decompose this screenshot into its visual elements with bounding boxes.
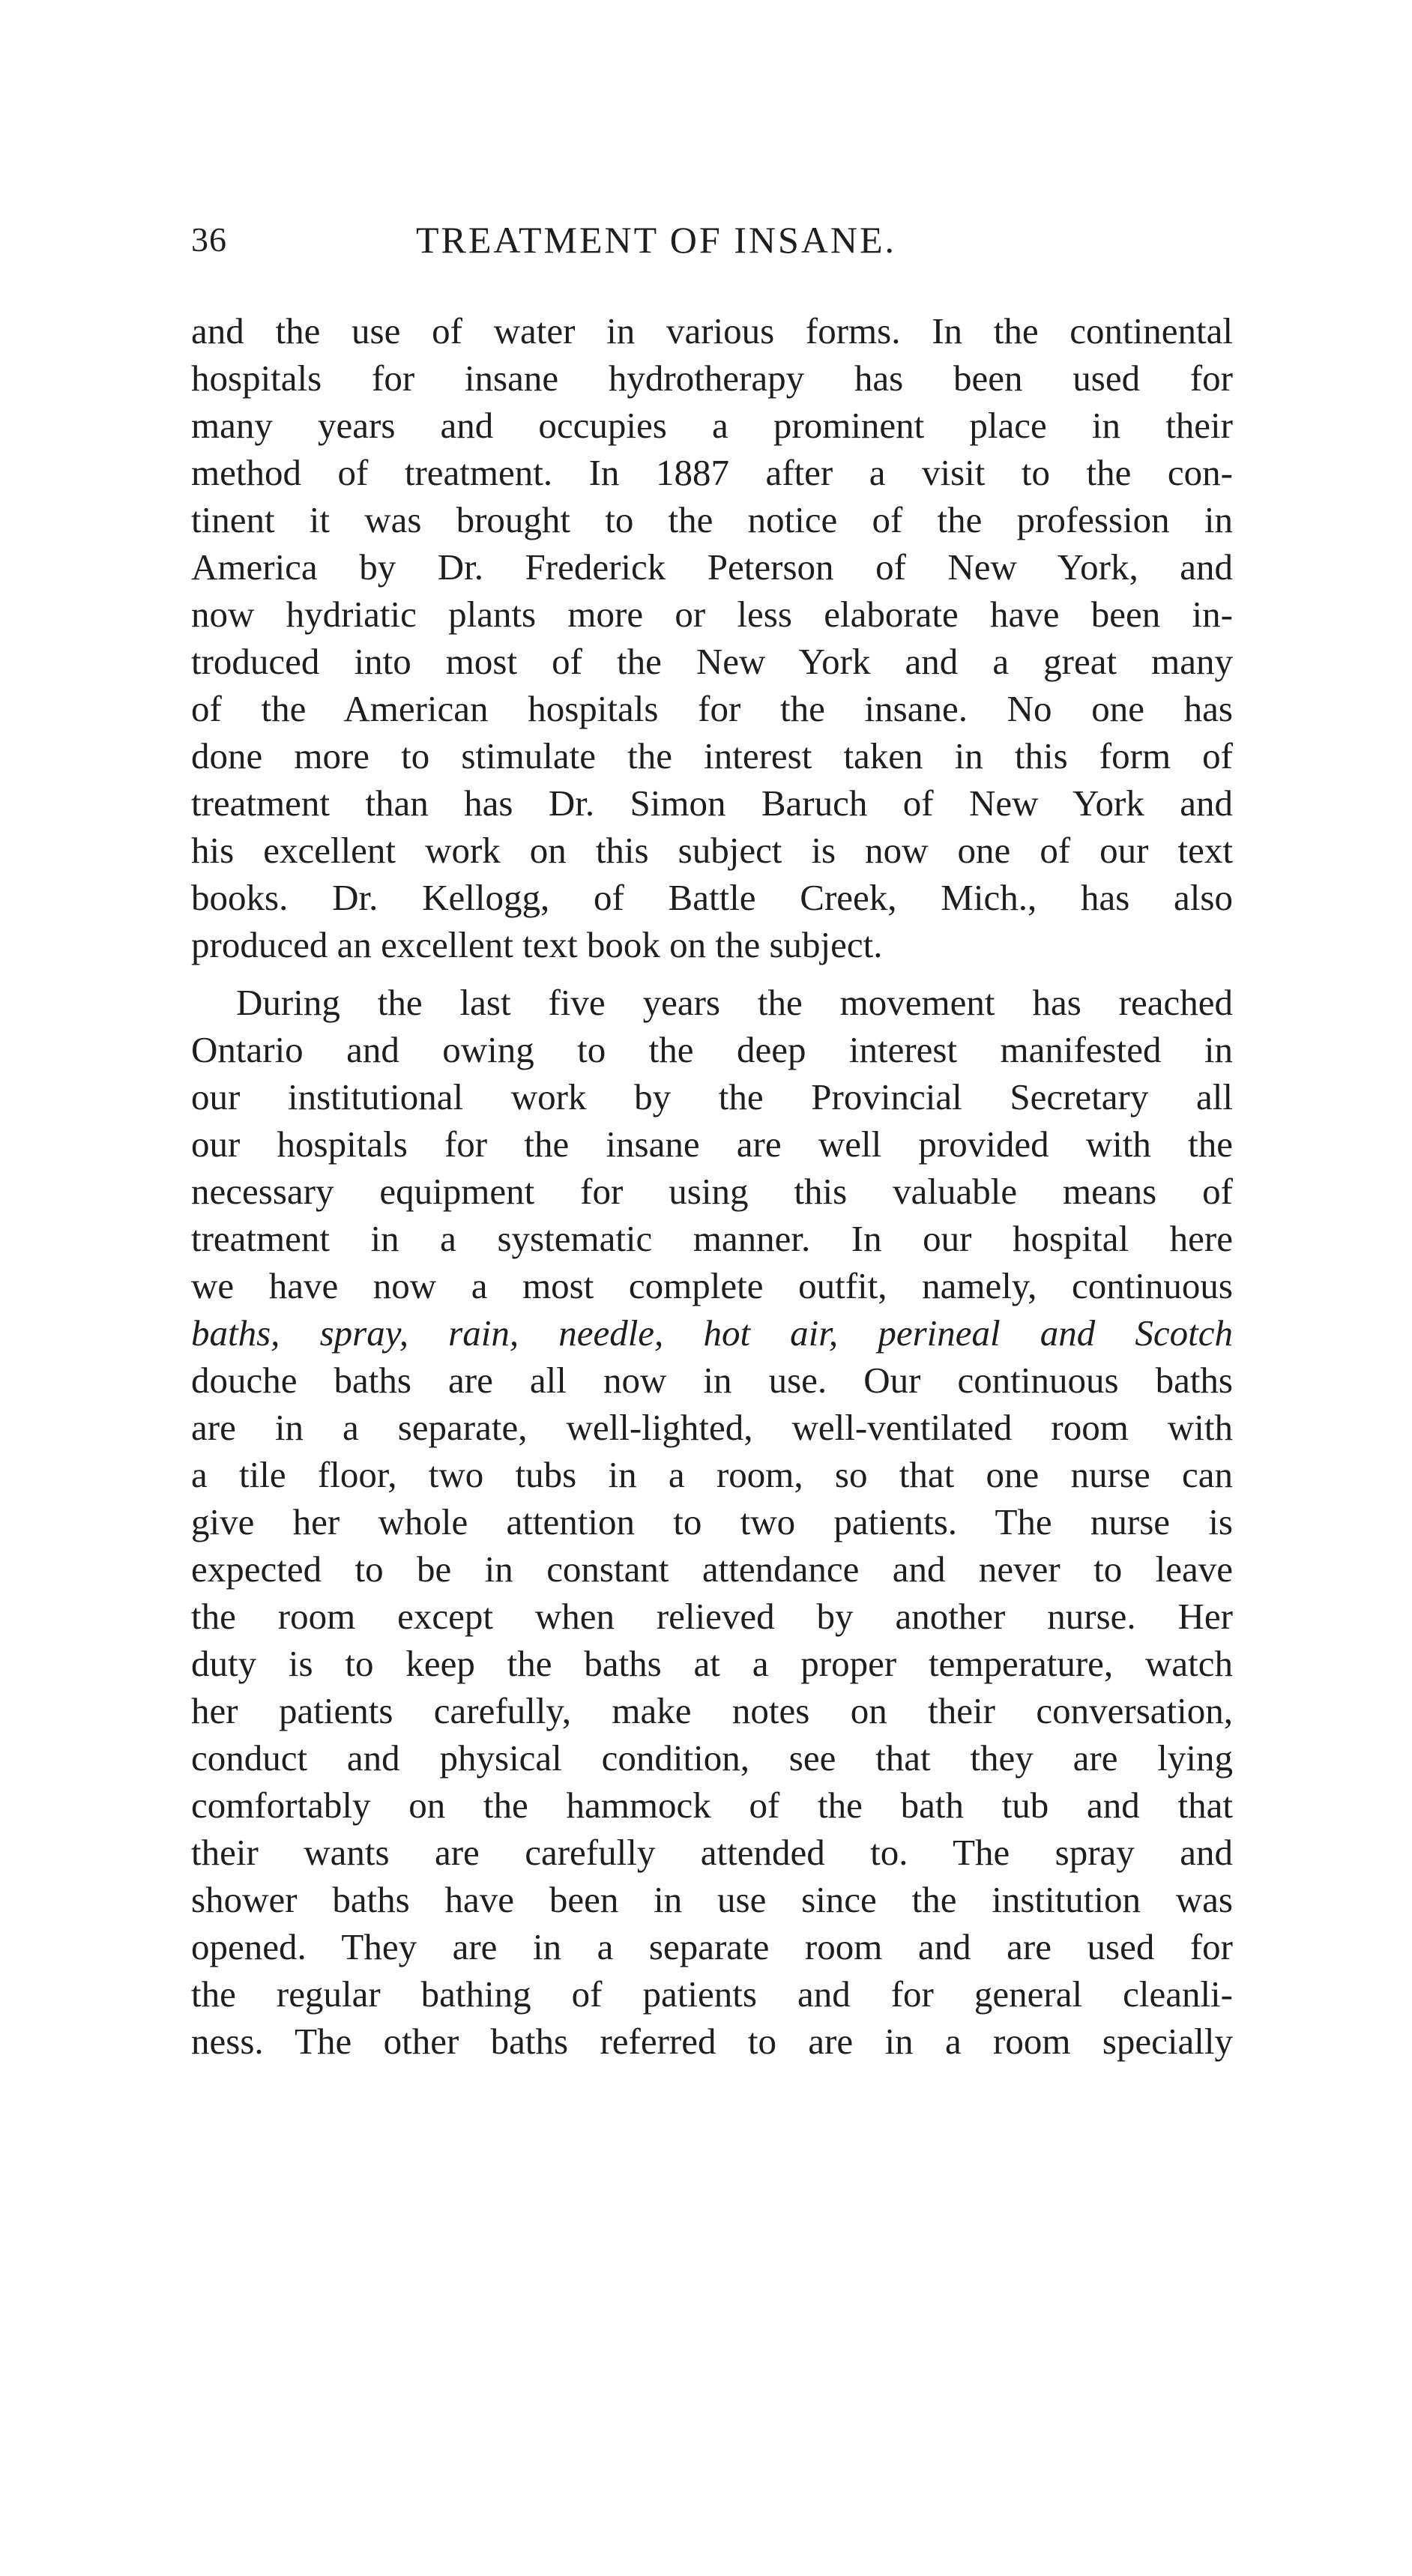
text-line: troduced into most of the New York and a great many [191,641,1233,682]
text-line: we have now a most complete outfit, namely, continuous [191,1265,1233,1306]
text-line: necessary equipment for using this valuable means of [191,1171,1233,1212]
paragraph-gap [191,968,1233,979]
text-line: expected to be in constant attendance and never to leave [191,1548,1233,1590]
text-line: of the American hospitals for the insane. No one has [191,688,1233,729]
paragraph-2 [191,979,1233,2065]
body-text [191,307,1233,2065]
text-line: duty is to keep the baths at a proper temperature, watch [191,1643,1233,1684]
text-line: the regular bathing of patients and for general cleanli- [191,1973,1233,2015]
text-line: hospitals for insane hydrotherapy has been used for [191,358,1233,399]
text-line: their wants are carefully attended to. The spray and [191,1832,1233,1873]
text-line: method of treatment. In 1887 after a visit to the con- [191,452,1233,493]
text-line: are in a separate, well-lighted, well-ventilated room with [191,1407,1233,1448]
text-line: opened. They are in a separate room and are used for [191,1926,1233,1967]
page-header [191,210,1233,270]
text-line: the room except when relieved by another nurse. Her [191,1596,1233,1637]
text-line: conduct and physical condition, see that they are lying [191,1737,1233,1779]
text-line: and the use of water in various forms. In the continental [191,310,1233,352]
text-line: produced an excellent text book on the subject. [191,924,883,965]
text-line: now hydriatic plants more or less elaborate have been in- [191,594,1233,635]
text-line: books. Dr. Kellogg, of Battle Creek, Mich., has also [191,877,1233,918]
text-line: give her whole attention to two patients. The nurse is [191,1501,1233,1542]
text-line: her patients carefully, make notes on their conversation, [191,1690,1233,1731]
text-line: our institutional work by the Provincial Secretary all [191,1076,1233,1117]
running-title: TREATMENT OF INSANE. [416,219,897,261]
paragraph-1 [191,307,1233,968]
text-line: done more to stimulate the interest taken in this form of [191,735,1233,776]
text-line: a tile floor, two tubs in a room, so that one nurse can [191,1454,1233,1495]
page-number: 36 [191,220,227,259]
text-line: treatment in a systematic manner. In our hospital here [191,1218,1233,1259]
text-line: shower baths have been in use since the institution was [191,1879,1233,1920]
text-line: our hospitals for the insane are well provided with the [191,1123,1233,1165]
text-line: his excellent work on this subject is now one of our text [191,830,1233,871]
text-line: Ontario and owing to the deep interest manifested in [191,1029,1233,1070]
text-line: treatment than has Dr. Simon Baruch of New York and [191,782,1233,824]
text-line: comfortably on the hammock of the bath tub and that [191,1785,1233,1826]
text-line: douche baths are all now in use. Our continuous baths [191,1360,1233,1401]
text-line: many years and occupies a prominent place in their [191,405,1233,446]
text-line: During the last five years the movement has reached [236,982,1233,1023]
text-line: America by Dr. Frederick Peterson of New York, and [191,546,1233,588]
italic-text-line: baths, spray, rain, needle, hot air, perineal and Scotch [191,1312,1233,1354]
text-line: ness. The other baths referred to are in a room specially [191,2021,1233,2062]
text-line: tinent it was brought to the notice of the profession in [191,499,1233,540]
